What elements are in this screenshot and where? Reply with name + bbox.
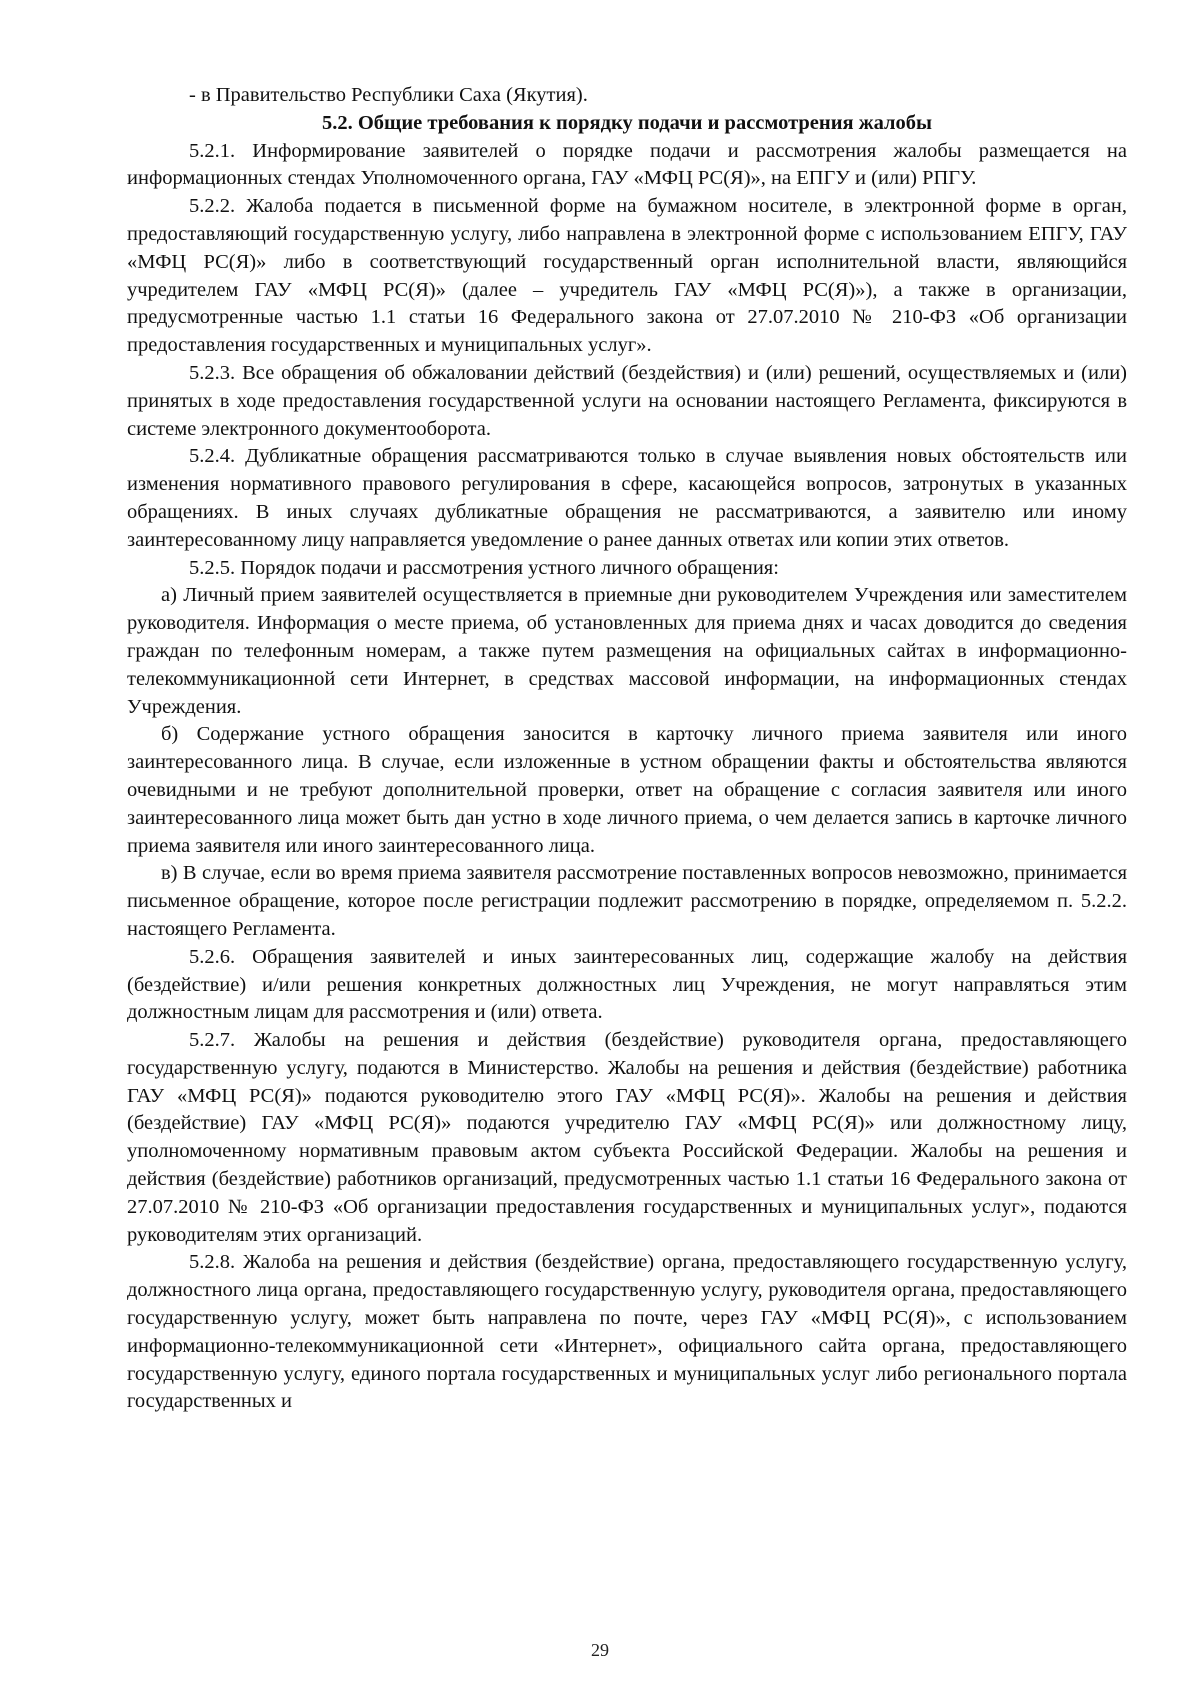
- document-body: [127, 82, 1127, 1416]
- paragraph-5-2-6: 5.2.6. Обращения заявителей и иных заинтересованных лиц, содержащие жалобу на действия (бездействие) и/или решения конкретных должностных лиц Учреждения, не могут направляться этим должностным лицам для рассмотрения и (или) ответа.: [127, 945, 1127, 1024]
- page-number: 29: [591, 1640, 609, 1660]
- paragraph-5-2-5-a: а) Личный прием заявителей осуществляется в приемные дни руководителем Учреждения или заместителем руководителя. Информация о месте приема, об установленных для приема днях и часах доводится до сведения граждан по телефонным номерам, а также путем размещения на официальных сайтах в информационно-телекоммуникационной сети Интернет, в средствах массовой информации, на информационных стендах Учреждения.: [127, 584, 1127, 718]
- paragraph-5-2-3: 5.2.3. Все обращения об обжаловании действий (бездействия) и (или) решений, осуществляемых и (или) принятых в ходе предоставления государственной услуги на основании настоящего Регламента, фиксируются в системе электронного документооборота.: [127, 361, 1127, 440]
- paragraph-5-2-1: 5.2.1. Информирование заявителей о порядке подачи и рассмотрения жалобы размещается на информационных стендах Уполномоченного органа, ГАУ «МФЦ РС(Я)», на ЕПГУ и (или) РПГУ.: [127, 139, 1127, 190]
- section-title: 5.2. Общие требования к порядку подачи и рассмотрения жалобы: [321, 111, 933, 134]
- paragraph-5-2-7: 5.2.7. Жалобы на решения и действия (бездействие) руководителя органа, предоставляющего государственную услугу, подаются в Министерство. Жалобы на решения и действия (бездействие) работника ГАУ «МФЦ РС(Я)» подаются руководителю этого ГАУ «МФЦ РС(Я)». Жалобы на решения и действия (бездействие) ГАУ «МФЦ РС(Я)» подаются учредителю ГАУ «МФЦ РС(Я)» или должностному лицу, уполномоченному нормативным правовым актом субъекта Российской Федерации. Жалобы на решения и действия (бездействие) работников организаций, предусмотренных частью 1.1 статьи 16 Федерального закона от 27.07.2010 № 210-ФЗ «Об организации предоставления государственных и муниципальных услуг», подаются руководителям этих организаций.: [127, 1029, 1127, 1246]
- paragraph-5-2-8: 5.2.8. Жалоба на решения и действия (бездействие) органа, предоставляющего государственную услугу, должностного лица органа, предоставляющего государственную услугу, руководителя органа, предоставляющего государственную услугу, может быть направлена по почте, через ГАУ «МФЦ РС(Я)», с использованием информационно-телекоммуникационной сети «Интернет», официального сайта органа, предоставляющего государственную услугу, единого портала государственных и муниципальных услуг либо регионального портала государственных и: [127, 1251, 1127, 1413]
- paragraph-5-2-4: 5.2.4. Дубликатные обращения рассматриваются только в случае выявления новых обстоятельств или изменения нормативного правового регулирования в сфере, касающейся вопросов, затронутых в указанных обращениях. В иных случаях дубликатные обращения не рассматриваются, а заявителю или иному заинтересованному лицу направляется уведомление о ранее данных ответах или копии этих ответов.: [127, 445, 1127, 551]
- paragraph-5-2-2: 5.2.2. Жалоба подается в письменной форме на бумажном носителе, в электронной форме в орган, предоставляющий государственную услугу, либо направлена в электронной форме с использованием ЕПГУ, ГАУ «МФЦ РС(Я)» либо в соответствующий государственный орган исполнительной власти, являющийся учредителем ГАУ «МФЦ РС(Я)» (далее – учредитель ГАУ «МФЦ РС(Я)»), а также в организации, предусмотренные частью 1.1 статьи 16 Федерального закона от 27.07.2010 № 210-ФЗ «Об организации предоставления государственных и муниципальных услуг».: [127, 195, 1127, 357]
- paragraph-5-2-5: 5.2.5. Порядок подачи и рассмотрения устного личного обращения:: [189, 556, 779, 579]
- intro-line: - в Правительство Республики Саха (Якутия).: [189, 84, 588, 106]
- paragraph-5-2-5-b: б) Содержание устного обращения заносится в карточку личного приема заявителя или иного заинтересованного лица. В случае, если изложенные в устном обращении факты и обстоятельства являются очевидными и не требуют дополнительной проверки, ответ на обращение с согласия заявителя или иного заинтересованного лица может быть дан устно в ходе личного приема, о чем делается запись в карточке личного приема заявителя или иного заинтересованного лица.: [127, 723, 1127, 857]
- paragraph-5-2-5-c: в) В случае, если во время приема заявителя рассмотрение поставленных вопросов невозможно, принимается письменное обращение, которое после регистрации подлежит рассмотрению в порядке, определяемом п. 5.2.2. настоящего Регламента.: [127, 862, 1127, 940]
